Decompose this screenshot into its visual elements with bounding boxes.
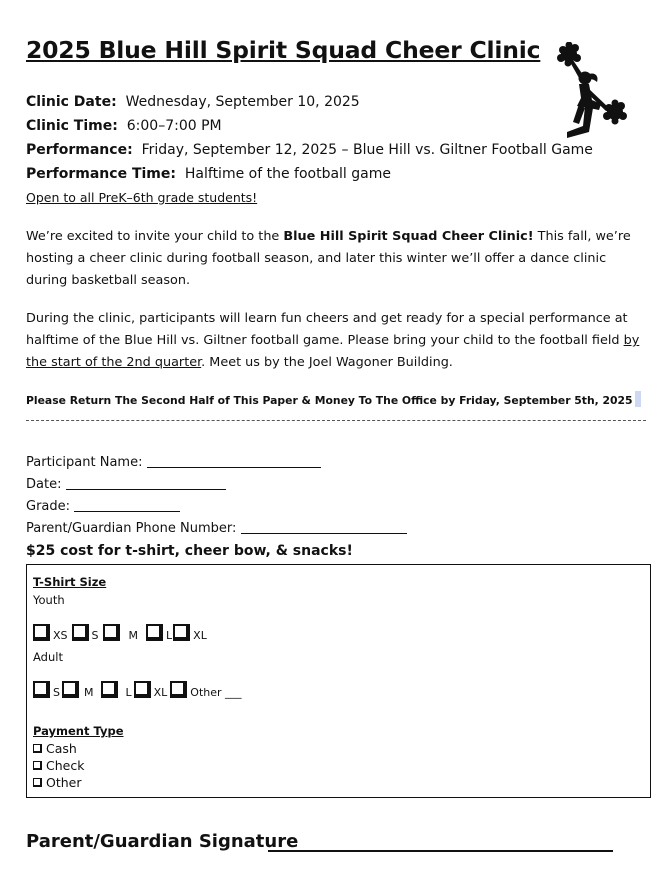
date-blank[interactable] — [66, 478, 226, 490]
clinic-time-value: 6:00–7:00 PM — [126, 118, 222, 134]
intro-text-a: We’re excited to invite your child to the — [26, 229, 284, 244]
tshirt-heading: T-Shirt Size — [33, 575, 107, 589]
adult-size-row — [33, 676, 244, 698]
participant-name-blank[interactable] — [147, 456, 321, 468]
check-checkbox[interactable] — [33, 761, 42, 770]
youth-xs-checkbox[interactable] — [33, 624, 50, 641]
youth-s-checkbox[interactable] — [72, 624, 89, 641]
adult-m-label: M — [83, 686, 94, 699]
clinic-time-row — [26, 118, 222, 134]
cash-label: Cash — [46, 741, 77, 756]
adult-other-checkbox[interactable] — [170, 681, 187, 698]
adult-m-checkbox[interactable] — [62, 681, 79, 698]
youth-label: Youth — [33, 593, 65, 607]
phone-blank[interactable] — [241, 522, 407, 534]
payment-cash-row[interactable] — [33, 741, 77, 756]
performance-label: Performance: — [26, 142, 133, 158]
adult-xl-label: XL — [153, 686, 168, 699]
youth-xs-label: XS — [53, 629, 68, 642]
clinic-time-label: Clinic Time: — [26, 118, 118, 134]
participant-name-field[interactable] — [26, 455, 321, 470]
adult-l-checkbox[interactable] — [101, 681, 118, 698]
signature-line[interactable] — [268, 850, 613, 852]
signature-label: Parent/Guardian Signature — [26, 831, 299, 852]
payment-check-row[interactable] — [33, 758, 84, 773]
other-label: Other — [46, 775, 82, 790]
open-note: Open to all PreK–6th grade students! — [26, 190, 258, 205]
performance-time-row — [26, 166, 391, 182]
date-field[interactable] — [26, 477, 226, 492]
adult-s-checkbox[interactable] — [33, 681, 50, 698]
grade-field[interactable] — [26, 499, 180, 514]
date-label: Date: — [26, 477, 62, 492]
cash-checkbox[interactable] — [33, 744, 42, 753]
details-paragraph — [26, 308, 648, 374]
phone-field[interactable] — [26, 521, 407, 536]
youth-xl-checkbox[interactable] — [173, 624, 190, 641]
intro-text-c: This fall, we’re hosting a cheer clinic during football season, and later this winter we’ll offer a dance clinic during basketball season. — [26, 229, 631, 288]
clinic-date-row — [26, 94, 360, 110]
page-title: 2025 Blue Hill Spirit Squad Cheer Clinic — [26, 36, 541, 64]
return-note — [26, 391, 641, 407]
cost-note: $25 cost for t-shirt, cheer bow, & snacks! — [26, 543, 353, 559]
adult-xl-checkbox[interactable] — [134, 681, 151, 698]
check-label: Check — [46, 758, 85, 773]
intro-paragraph — [26, 226, 648, 292]
text-cursor-highlight — [635, 391, 641, 407]
performance-value: Friday, September 12, 2025 – Blue Hill vs. Giltner Football Game — [141, 142, 593, 158]
youth-xl-label: XL — [193, 629, 207, 642]
adult-other-label: Other ___ — [190, 686, 242, 699]
intro-text-bold: Blue Hill Spirit Squad Cheer Clinic! — [283, 229, 534, 244]
adult-label: Adult — [33, 650, 63, 664]
payment-heading: Payment Type — [33, 724, 124, 738]
youth-m-label: M — [128, 629, 139, 642]
details-text-underlined: by the start of the 2nd quarter — [26, 333, 640, 370]
other-checkbox[interactable] — [33, 778, 42, 787]
order-box — [26, 564, 651, 798]
return-note-text: Please Return The Second Half of This Paper & Money To The Office by Friday, September 5th, 2025 — [26, 394, 633, 407]
grade-label: Grade: — [26, 499, 71, 514]
adult-l-label: L — [125, 686, 132, 699]
youth-l-checkbox[interactable] — [146, 624, 163, 641]
adult-s-label: S — [53, 686, 60, 699]
youth-m-checkbox[interactable] — [103, 624, 120, 641]
performance-row — [26, 142, 593, 158]
performance-time-label: Performance Time: — [26, 166, 176, 182]
cheerleader-icon — [555, 42, 633, 140]
youth-size-row — [33, 619, 209, 641]
clinic-date-value: Wednesday, September 10, 2025 — [125, 94, 360, 110]
payment-other-row[interactable] — [33, 775, 82, 790]
participant-name-label: Participant Name: — [26, 455, 143, 470]
youth-s-label: S — [91, 629, 99, 642]
details-text-c: . Meet us by the Joel Wagoner Building. — [201, 355, 453, 370]
phone-label: Parent/Guardian Phone Number: — [26, 521, 237, 536]
cut-line-divider — [26, 420, 646, 421]
performance-time-value: Halftime of the football game — [184, 166, 391, 182]
details-text-a: During the clinic, participants will learn fun cheers and get ready for a special performance at halftime of the Blue Hill vs. Giltner football game. Please bring your child to the football field — [26, 311, 628, 348]
grade-blank[interactable] — [74, 500, 180, 512]
clinic-date-label: Clinic Date: — [26, 94, 117, 110]
youth-l-label: L — [166, 629, 173, 642]
